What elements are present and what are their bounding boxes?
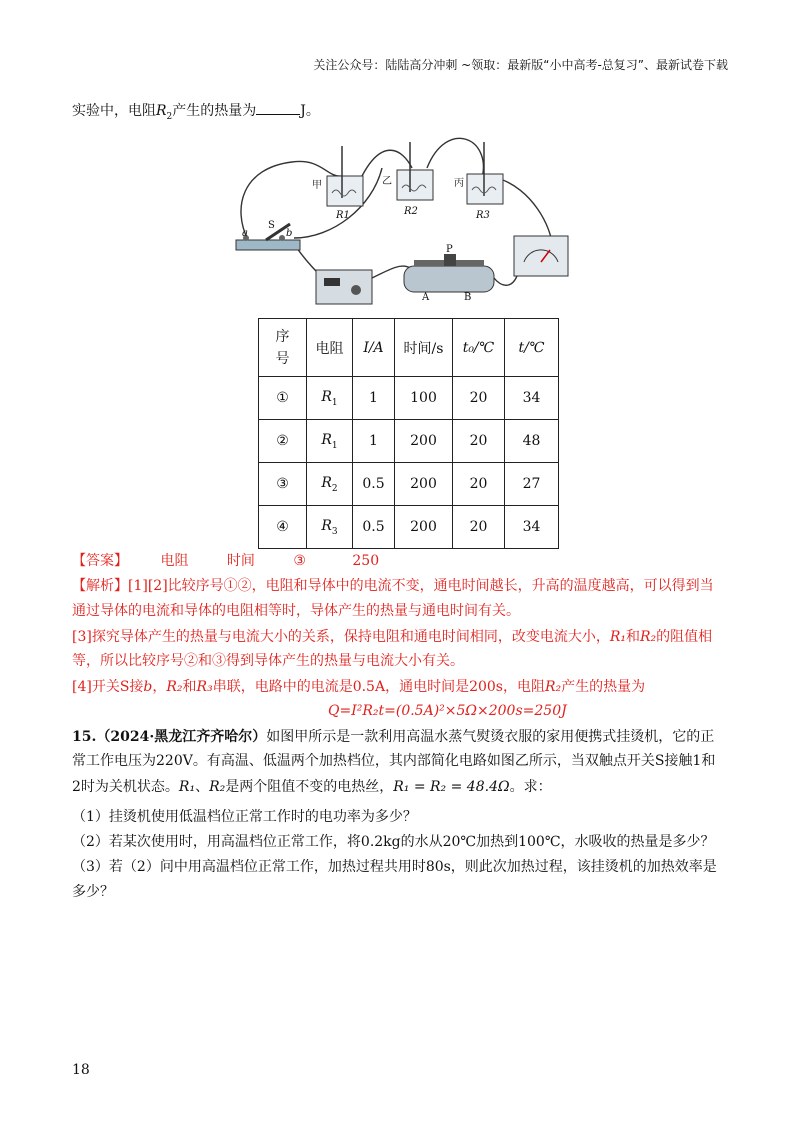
table-row: ① $R_1$ 1 100 20 34 (259, 377, 559, 420)
analysis-p1a: 【解析】[1][2]比较序号①②，电阻和导体中的电流不变，通电时间越长，升高的温度越高，可以得到当 (72, 578, 714, 594)
answer-blank (256, 100, 300, 115)
terminal-b-label: b (286, 228, 293, 239)
table-row: ② $R_1$ 1 200 20 48 (259, 420, 559, 463)
beaker-label-yi: 乙 (382, 176, 392, 187)
analysis-p1b: 通过导体的电流和导体的电阻相等时，导体产生的热量与通电时间有关。 (72, 603, 520, 619)
header-t: t/℃ (505, 319, 559, 377)
page-header: 关注公众号：陆陆高分冲刺 ~领取：最新版“小中高考-总复习”、最新试卷下载 (313, 58, 728, 72)
wire (427, 138, 483, 178)
resistor-label-r2: R2 (404, 206, 418, 217)
q15-sub3a: （3）若（2）问中用高温档位正常工作，加热过程共用时80s，则此次加热过程，该挂烫机的加热效率是 (72, 859, 717, 875)
rheostat-a-label: A (422, 292, 430, 303)
analysis-p3: [4]开关S接b，R₂和R₃串联，电路中的电流是0.5A，通电时间是200s，电阻R₂产生的热量为 (72, 679, 646, 695)
analysis-p2b: 等，所以比较序号②和③得到导体产生的热量与电流大小有关。 (72, 653, 464, 669)
table-row: ③ $R_2$ 0.5 200 20 27 (259, 463, 559, 506)
beaker-bing (467, 142, 503, 204)
q15-sub2: （2）若某次使用时，用高温档位正常工作，将0.2kg的水从20℃加热到100℃，水吸收的热量是多少？ (72, 834, 715, 850)
question-tail: 实验中，电阻$R_2$产生的热量为 J。 (72, 100, 320, 122)
switch-label: S (268, 220, 275, 231)
ammeter (514, 236, 568, 276)
header-resistor: 电阻 (307, 319, 353, 377)
slide-rheostat (404, 254, 494, 292)
header-index: 序号 (259, 319, 307, 377)
beaker-yi (397, 142, 433, 200)
q15-line1: 15.（2024·黑龙江齐齐哈尔）如图甲所示是一款利用高温水蒸气熨烫衣服的家用便携式挂烫机，它的正 (72, 729, 715, 745)
resistor-label-r3: R3 (476, 210, 490, 221)
terminal-a-label: a (242, 228, 248, 239)
wire (494, 276, 517, 285)
q15-sub1: （1）挂烫机使用低温档位正常工作时的电功率为多少？ (72, 809, 417, 825)
experiment-apparatus-illustration (232, 128, 582, 318)
table-header-row (259, 319, 559, 377)
analysis-formula: Q=I²R₂t=(0.5A)²×5Ω×200s=250J (328, 703, 567, 719)
page-number: 18 (72, 1062, 90, 1078)
header-time: 时间/s (395, 319, 453, 377)
beaker-label-bing: 丙 (454, 178, 464, 189)
answer-line: 【答案】 电阻 时间 ③ 250 (72, 553, 380, 569)
table-row: ④ $R_3$ 0.5 200 20 34 (259, 506, 559, 549)
analysis-p2a: [3]探究导体产生的热量与电流大小的关系，保持电阻和通电时间相同，改变电流大小，R₁和R₂的阻值相 (72, 629, 713, 645)
rheostat-p-label: P (446, 244, 453, 255)
beaker-label-jia: 甲 (312, 180, 322, 191)
header-current: I/A (353, 319, 395, 377)
q15-sub3b: 多少？ (72, 884, 114, 900)
experiment-data-table (258, 318, 559, 549)
header-t0: t₀/℃ (453, 319, 505, 377)
q15-line2: 常工作电压为220V。有高温、低温两个加热档位，其内部简化电路如图乙所示，当双触点开关S接触1和 (72, 753, 716, 769)
resistor-label-r1: R1 (336, 210, 350, 221)
power-supply (316, 270, 372, 304)
q15-line3: 2时为关机状态。R₁、R₂是两个阻值不变的电热丝，R₁ = R₂ = 48.4Ω。求： (72, 779, 552, 795)
rheostat-b-label: B (464, 292, 472, 303)
beaker-jia (327, 146, 363, 206)
